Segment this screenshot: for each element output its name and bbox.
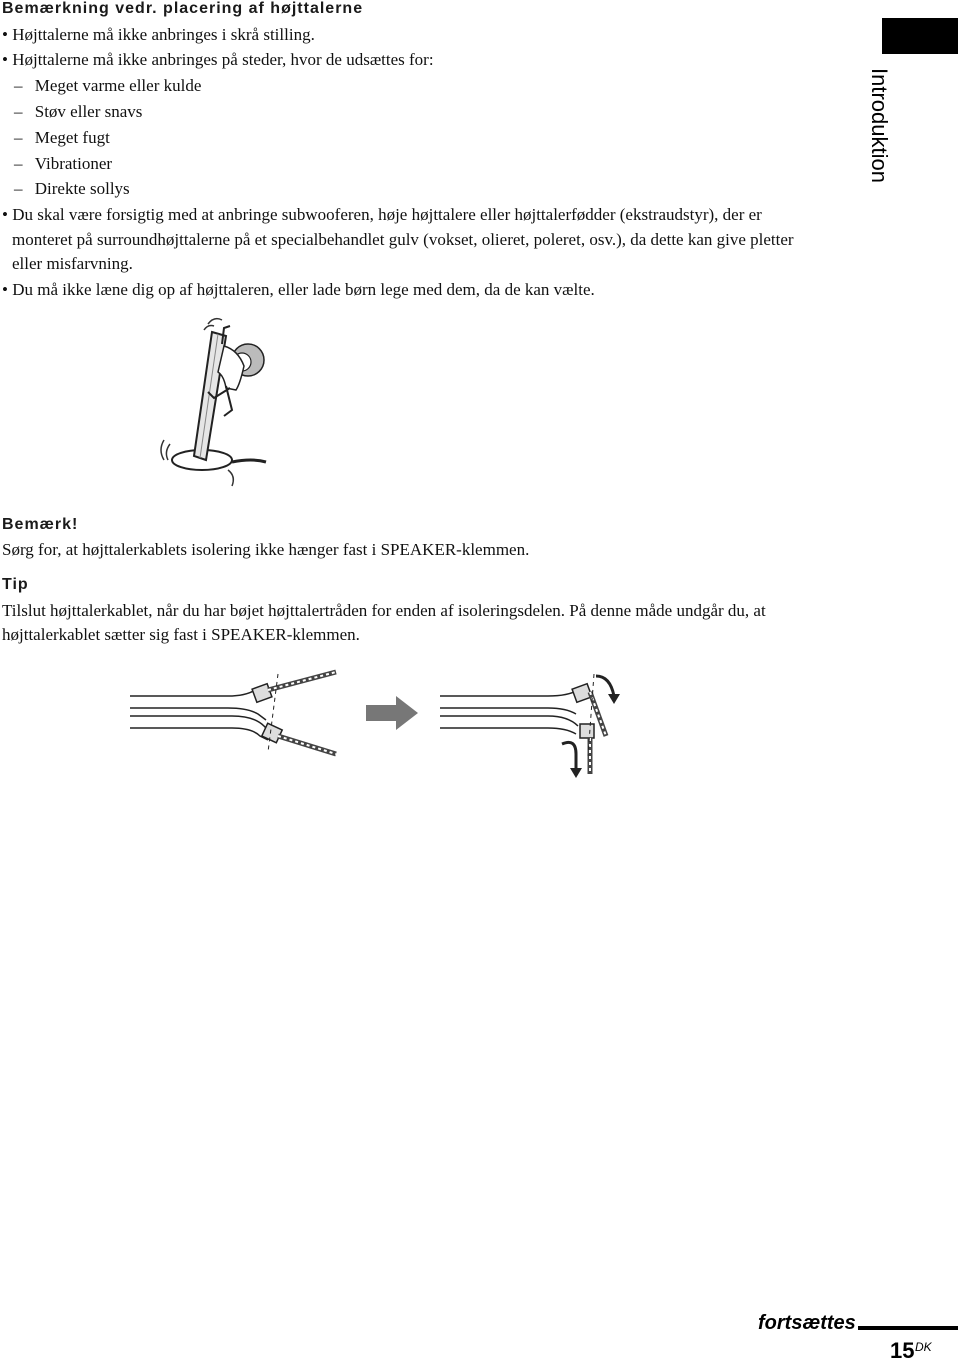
condition-item: – Vibrationer [14,154,113,173]
continued-rule [858,1326,958,1330]
bullet-do-not-lean: • Du må ikke læne dig op af højttaleren, eller lade børn lege med dem, da de kan vælte. [2,280,595,299]
condition-item: – Støv eller snavs [14,102,143,121]
tip-text-line1: Tilslut højttalerkablet, når du har bøjet højttalertråden for enden af isoleringsdelen. På denne måde undgår du, at [2,601,766,620]
page-number: 15 [890,1338,915,1363]
page-number-suffix: DK [915,1340,932,1354]
condition-item: – Meget varme eller kulde [14,76,202,95]
condition-item: – Direkte sollys [14,179,130,198]
right-arrow-icon [366,696,418,730]
bullet-floor-care-line1: • Du skal være forsigtig med at anbringe subwooferen, høje højttalere eller højttalerfødder (ekstraudstyr), der er [2,205,762,224]
side-tab-marker [882,18,958,54]
bullet-no-tilt: • Højttalerne må ikke anbringes i skrå stilling. [2,25,315,44]
wire-before-illustration [128,668,343,763]
continued-label: fortsættes [758,1312,856,1334]
bullet-avoid-places: • Højttalerne må ikke anbringes på steder, hvor de udsættes for: [2,50,434,69]
wire-after-illustration [438,668,618,778]
child-climbing-speaker-illustration [160,312,290,492]
note-heading: Bemærk! [2,516,79,533]
tip-text-line2: højttalerkablet sætter sig fast i SPEAKER-klemmen. [2,625,360,644]
condition-item: – Meget fugt [14,128,110,147]
section-heading: Bemærkning vedr. placering af højttalerne [2,0,364,17]
bullet-floor-care-line2: monteret på surroundhøjttalerne på et specialbehandlet gulv (vokset, olieret, poleret, osv.), da dette kan give pletter [12,230,794,249]
note-text: Sørg for, at højttalerkablets isolering ikke hænger fast i SPEAKER-klemmen. [2,540,530,559]
bullet-floor-care-line3: eller misfarvning. [12,254,133,273]
side-tab-label: Introduktion [867,68,892,183]
tip-heading: Tip [2,576,29,593]
